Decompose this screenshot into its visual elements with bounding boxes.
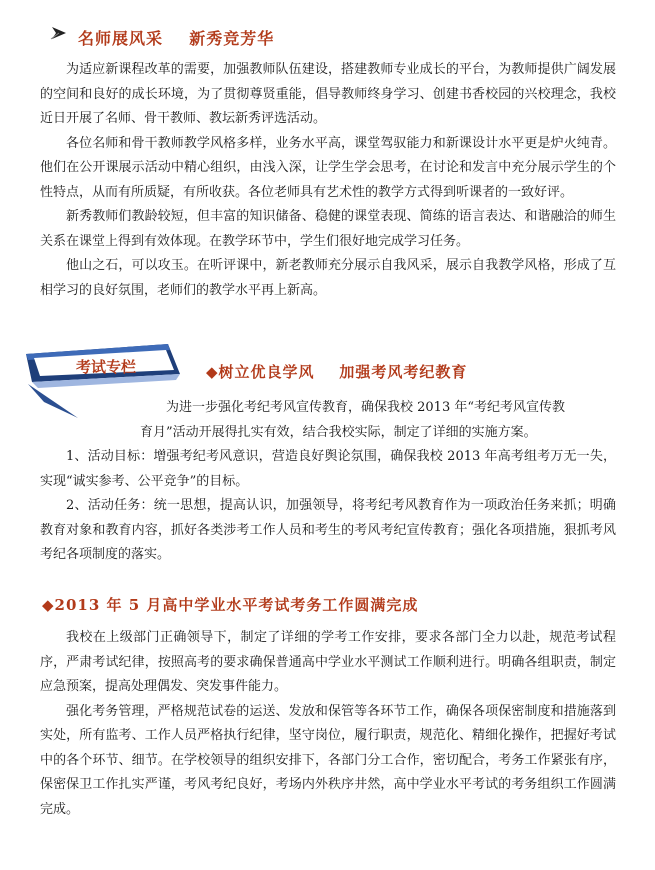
section1-paragraph-3: 新秀教师们教龄较短，但丰富的知识储备、稳健的课堂表现、简练的语言表达、和谐融洽的师生关系在课堂上得到有效体现。在教学环节中，学生们很好地完成学习任务。 xyxy=(40,209,616,249)
section3-paragraph-1: 我校在上级部门正确领导下，制定了详细的学考工作安排，要求各部门全力以赴，规范考试程序，严肃考试纪律，按照高考的要求确保普通高中学业水平测试工作顺利进行。明确各组职责，制定应急预案，提高处理偶发、突发事件能力。 xyxy=(40,630,616,694)
section1-paragraph-1: 为适应新课程改革的需要，加强教师队伍建设，搭建教师专业成长的平台，为教师提供广阔发展的空间和良好的成长环境，为了贯彻尊贤重能，倡导教师终身学习、创建书香校园的兴校理念，我校近日开展了名师、骨干教师、教坛新秀评选活动。 xyxy=(40,62,616,126)
section2-item-2: 2、活动任务：统一思想，提高认识，加强领导，将考纪考风教育作为一项政治任务来抓；明确教育对象和教育内容，抓好各类涉考工作人员和考生的考风考纪宣传教育；强化各项措施，狠抓考风考纪各项制度的落实。 xyxy=(40,498,616,562)
section2-title: ◆树立优良学风 加强考风考纪教育 xyxy=(206,363,468,381)
section1-title: 名师展风采 新秀竞芳华 xyxy=(78,29,275,48)
banner-label: 考试专栏 xyxy=(76,358,137,376)
section2-intro-line-1: 为进一步强化考纪考风宣传教育，确保我校 2013 年“考纪考风宣传教 xyxy=(166,400,565,415)
section1-paragraph-4: 他山之石，可以攻玉。在听评课中，新老教师充分展示自我风采，展示自我教学风格，形成了互相学习的良好氛围，老师们的教学水平再上新高。 xyxy=(40,258,616,298)
section2-intro-line-2: 育月”活动开展得扎实有效，结合我校实际，制定了详细的实施方案。 xyxy=(140,424,537,440)
section1-body xyxy=(40,58,616,303)
section2-intro xyxy=(140,396,618,445)
section3-paragraph-2: 强化考务管理，严格规范试卷的运送、发放和保管等各环节工作，确保各项保密制度和措施落到实处，所有监考、工作人员严格执行纪律，坚守岗位，履行职责，规范化、精细化操作，把握好考试中的各个环节、细节。在学校领导的组织安排下，各部门分工合作，密切配合，考务工作紧张有序，保密保卫工作扎实严谨，考风考纪良好，考场内外秩序井然，高中学业水平考试的考务组织工作圆满完成。 xyxy=(40,703,616,817)
section1-paragraph-2: 各位名师和骨干教师教学风格多样，业务水平高，课堂驾驭能力和新课设计水平更是炉火纯青。他们在公开课展示活动中精心组织，由浅入深，让学生学会思考，在讨论和发言中充分展示学生的个性特点，从而有所质疑，有所收获。各位老师具有艺术性的教学方式得到听课者的一致好评。 xyxy=(40,135,616,200)
section2-items xyxy=(40,445,616,568)
section2-item-1: 1、活动目标：增强考纪考风意识，营造良好舆论氛围，确保我校 2013 年高考组考万无一失，实现“诚实参考、公平竞争”的目标。 xyxy=(40,449,616,489)
exam-column-banner xyxy=(18,340,188,420)
section3-title: ◆2013 年 5 月高中学业水平考试考务工作圆满完成 xyxy=(42,596,419,614)
section3-body xyxy=(40,626,616,822)
arrow-bullet-icon xyxy=(50,24,68,46)
